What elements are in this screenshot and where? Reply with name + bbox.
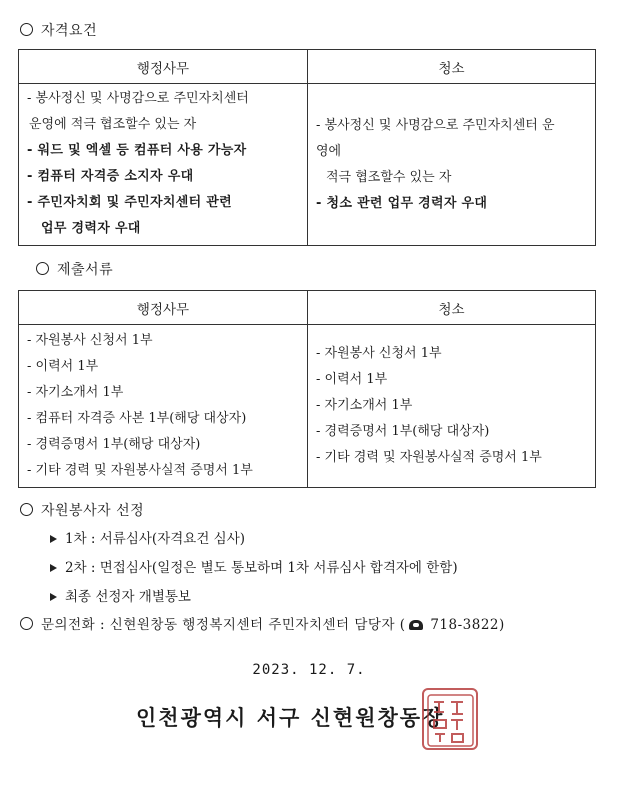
column-header-cleaning: 청소 [308,291,596,325]
triangle-bullet-icon [50,593,57,601]
list-item: 업무 경력자 우대 [41,221,141,236]
seal-icon [425,692,476,749]
selection-step [50,585,191,605]
circle-bullet-icon [36,262,49,275]
issuer-signature: 인천광역시 서구 신현원창동장 [136,706,445,730]
circle-bullet-icon [20,503,33,516]
list-item: - 봉사정신 및 사명감으로 주민자치센터 운 [316,117,555,133]
admin-documents-cell [19,325,308,488]
official-seal-stamp [422,688,478,750]
list-item: - 자원봉사 신청서 1부 [316,346,442,361]
list-item: 영에 [316,143,342,159]
step-text: 2차 : 면접심사(일정은 별도 통보하며 1차 서류심사 합격자에 한함) [65,560,458,576]
admin-qualifications-cell [19,84,308,246]
section-heading-documents [36,259,113,279]
section-heading-qualifications [20,20,97,40]
selection-step [50,556,458,576]
table-header-row [19,50,596,84]
column-header-cleaning: 청소 [308,50,596,84]
contact-line [20,613,505,633]
list-item: - 자기소개서 1부 [27,385,124,400]
phone-icon [409,620,423,630]
list-item: - 경력증명서 1부(해당 대상자) [316,424,490,439]
circle-bullet-icon [20,23,33,36]
table-row [19,325,596,488]
section-heading-selection [20,500,144,520]
selection-step [50,527,245,547]
contact-text: 문의전화 : 신현원창동 행정복지센터 주민자치센터 담당자 ( [41,617,406,633]
list-item: - 경력증명서 1부(해당 대상자) [27,437,201,452]
list-item: - 기타 경력 및 자원봉사실적 증명서 1부 [27,463,253,478]
table-header-row [19,291,596,325]
contact-number: 718-3822) [425,617,505,633]
list-item: - 이력서 1부 [27,359,99,374]
list-item: - 자기소개서 1부 [316,398,413,413]
cleaning-documents-cell [308,325,596,488]
step-text: 1차 : 서류심사(자격요건 심사) [65,531,245,547]
list-item: - 이력서 1부 [316,372,388,387]
column-header-admin: 행정사무 [19,291,308,325]
section-title: 제출서류 [57,262,114,278]
step-text: 최종 선정자 개별통보 [65,589,191,605]
list-item: - 컴퓨터 자격증 사본 1부(해당 대상자) [27,411,247,426]
section-title: 자원봉사자 선정 [41,503,145,519]
circle-bullet-icon [20,617,33,630]
list-item: - 자원봉사 신청서 1부 [27,333,153,348]
list-item: - 기타 경력 및 자원봉사실적 증명서 1부 [316,450,542,465]
list-item: - 컴퓨터 자격증 소지자 우대 [27,169,194,184]
list-item: - 주민자치회 및 주민자치센터 관련 [27,195,233,210]
column-header-admin: 행정사무 [19,50,308,84]
qualifications-table [18,49,596,246]
section-title: 자격요건 [41,23,98,39]
table-row [19,84,596,246]
list-item: 적극 협조할수 있는 자 [326,169,452,185]
cleaning-qualifications-cell [308,84,596,246]
list-item: 운영에 적극 협조할수 있는 자 [29,117,197,132]
list-item: - 워드 및 엑셀 등 컴퓨터 사용 가능자 [27,143,247,158]
list-item: - 봉사정신 및 사명감으로 주민자치센터 [27,91,249,106]
triangle-bullet-icon [50,564,57,572]
documents-table [18,290,596,488]
triangle-bullet-icon [50,535,57,543]
document-date: 2023. 12. 7. [252,662,366,678]
list-item: - 청소 관련 업무 경력자 우대 [316,195,488,211]
